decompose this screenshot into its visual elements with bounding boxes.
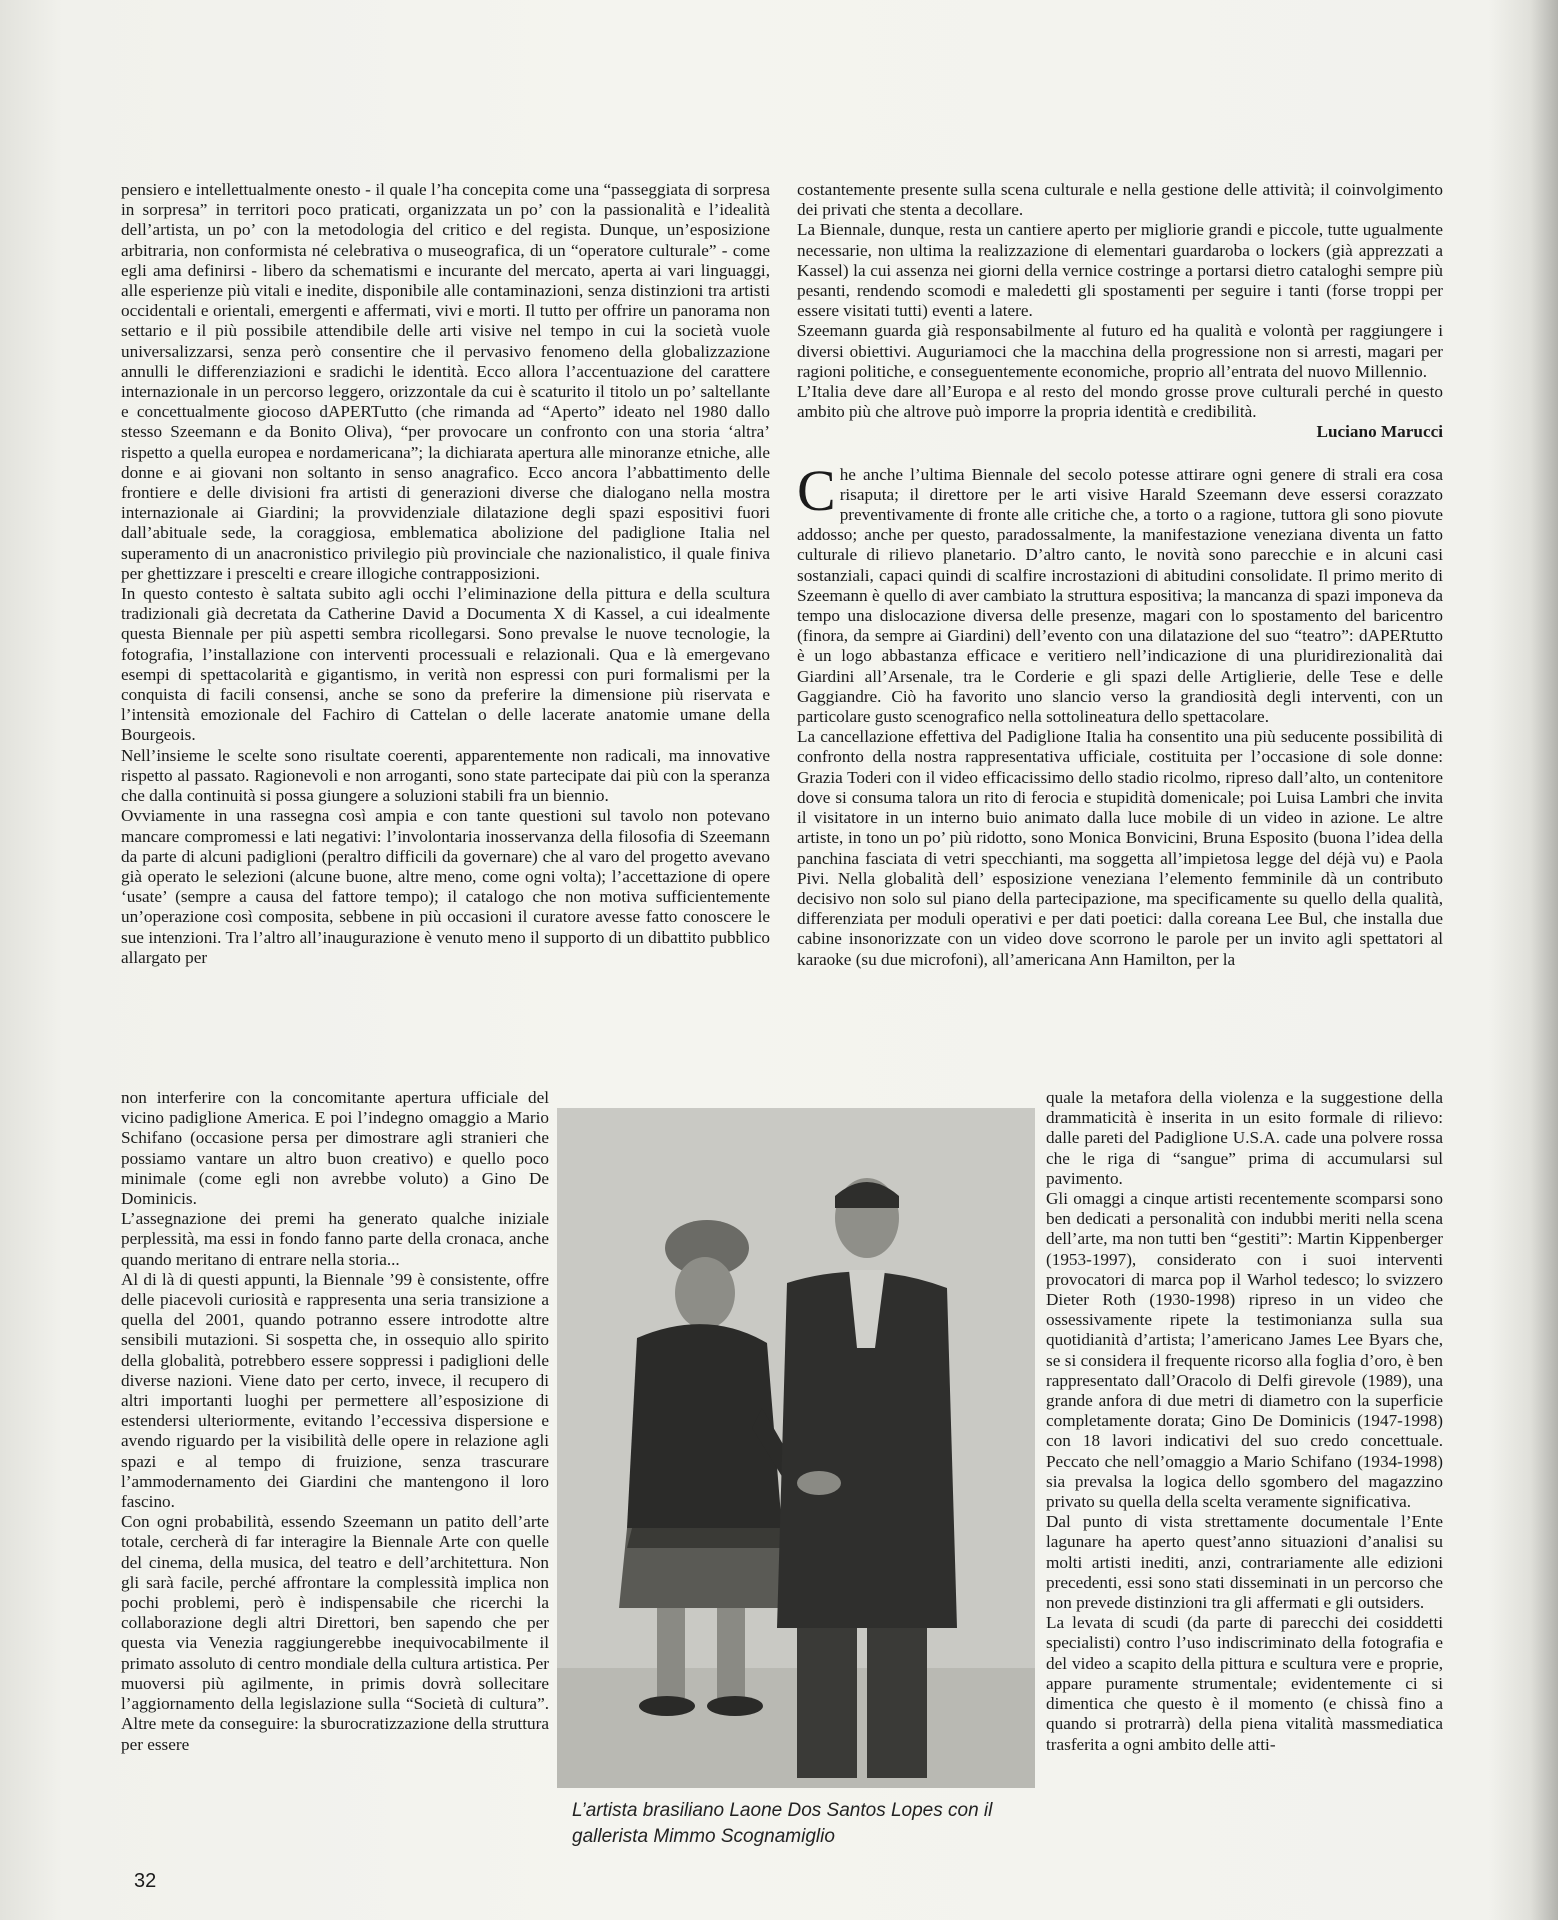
paragraph: Gli omaggi a cinque artisti recentemente scomparsi sono ben dedicati a personalità con indubbi meriti nella scena dell’arte, ma non tutti ben “gestiti”: Martin Kippenberger (1953-1997), considerato con i suoi interventi provocatori di marca pop il Warhol tedesco; lo svizzero Dieter Roth (1930-1998) ripreso in un video che ossessivamente ripete la testimonianza sulla sua quotidianità d’artista; l’americano James Lee Byars che, se si considera il frequente ricorso alla foglia d’oro, è ben rappresentato dall’Oracolo di Delfi girevole (1989), una grande anfora di due metri di diametro con la superficie completamente dorata; Gino De Dominicis (1947-1998) con 18 lavori indicativi del suo credo concettuale. Peccato che nell’omaggio a Mario Schifano (1934-1998) sia prevalsa la logica dello sgombero del magazzino privato su quella della scelta veramente significativa.: [1046, 1189, 1443, 1512]
paragraph: Dal punto di vista strettamente documentale l’Ente lagunare ha aperto quest’anno situazioni d’analisi su molti artisti inediti, anzi, contrariamente alle edizioni precedenti, essi sono stati disseminati in un percorso che non prevede distinzioni tra gli affermati e gli outsiders.: [1046, 1512, 1443, 1613]
paragraph: Ovviamente in una rassegna così ampia e con tante questioni sul tavolo non potevano mancare compromessi e lati negativi: l’involontaria inosservanza della filosofia di Szeemann da parte di alcuni padiglioni (peraltro difficili da governare) che al varo del progetto avevano già operato le selezioni (alcune buone, altre meno, come ogni volta); l’accettazione di opere ‘usate’ (sempre a causa del fattore tempo); il catalogo che non motiva sufficientemente un’operazione così composita, sebbene in più occasioni il curatore avesse fatto conoscere le sue intenzioni. Tra l’altro all’inaugurazione è venuto meno il supporto di un dibattito pubblico allargato per: [121, 806, 770, 967]
page-edge-shadow: [1488, 0, 1558, 1920]
author-signature: Luciano Marucci: [1316, 422, 1443, 442]
paragraph: La levata di scudi (da parte di parecchi dei cosiddetti specialisti) contro l’uso indiscriminato della fotografia e del video a scapito della pittura e scultura vere e proprie, appare puramente strumentale; evidentemente ci si dimentica che questo è il momento (e chissà fino a quando si protrarrà) della piena vitalità massmediatica trasferita a ogni ambito delle atti-: [1046, 1613, 1443, 1754]
paragraph: In questo contesto è saltata subito agli occhi l’eliminazione della pittura e della scultura tradizionali già decretata da Catherine David a Documenta X di Kassel, a cui idealmente questa Biennale per più aspetti sembra ricollegarsi. Sono prevalse le nuove tecnologie, la fotografia, l’installazione con interventi processuali e relazionali. Qua e là emergevano esempi di spettacolarità e gigantismo, in verità non espressi con puri formalismi per la conquista di facili consensi, anche se sono da preferire la dimensione più riservata e l’intensità emozionale del Fachiro di Cattelan o delle lacerate anatomie umane della Bourgeois.: [121, 584, 770, 745]
left-column: [121, 180, 770, 968]
paragraph: L’assegnazione dei premi ha generato qualche iniziale perplessità, ma essi in fondo fanno parte della cronaca, anche quando meritano di entrare nella storia...: [121, 1209, 549, 1269]
paragraph: La Biennale, dunque, resta un cantiere aperto per migliorie grandi e piccole, tutte ugualmente necessarie, non ultima la realizzazione di elementari guardaroba o lockers (già apprezzati a Kassel) la cui assenza nei giorni della vernice costringe a portarsi dietro cataloghi sempre più pesanti, rendendo scomodi e maledetti gli spostamenti per seguire i tanti (forse troppi per essere visitati tutti) eventi a latere.: [797, 220, 1443, 321]
right-column-wrap: [1046, 1088, 1443, 1755]
paragraph: La cancellazione effettiva del Padiglione Italia ha consentito una più seducente possibilità di confronto della nostra rappresentativa ufficiale, costituita per l’occasione di sole donne: Grazia Toderi con il video efficacissimo dello stadio ricolmo, ripreso dall’alto, un contenitore dove si consuma talora un rito di ferocia e stupidità domenicale; poi Luisa Lambri che invita il visitatore in un interno buio animato dalla luce mobile di un video in azione. Le altre artiste, in tono un po’ più ridotto, sono Monica Bonvicini, Bruna Esposito (buona l’idea della panchina fasciata di vetri specchianti, ma soggetta all’impietosa legge del déjà vu) e Paola Pivi. Nella globalità dell’ esposizione veneziana l’elemento femminile dà un contributo decisivo non solo sul piano della partecipazione, ma specificamente su quello della qualità, differenziata per moduli operativi e per dati poetici: dalla coreana Lee Bul, che installa due cabine insonorizzate con un video dove scorrono le parole per un invito agli spettatori al karaoke (su due microfoni), all’americana Ann Hamilton, per la: [797, 727, 1443, 969]
paragraph: Al di là di questi appunti, la Biennale ’99 è consistente, offre delle piacevoli curiosità e rappresenta una seria transizione a quella del 2001, quando potranno essere introdotte altre sensibili mutazioni. Si sospetta che, in ossequio allo spirito della globalità, potrebbero essere soppressi i padiglioni delle diverse nazioni. Viene dato per certo, invece, il recupero di altri importanti luoghi per permettere all’esposizione di estendersi ulteriormente, evitando l’eccessiva dispersione e avendo riguardo per la visibilità delle opere in relazione agli spazi e al tempo di fruizione, senza trascurare l’ammodernamento dei Giardini che mantengono il loro fascino.: [121, 1269, 549, 1512]
left-column-wrap: [121, 1088, 549, 1755]
paragraph: Con ogni probabilità, essendo Szeemann un patito dell’arte totale, cercherà di far interagire la Biennale Arte con quelle del cinema, della musica, del teatro e dell’architettura. Non gli sarà facile, perché affrontare la complessità implica non pochi problemi, però è indispensabile che ricerchi la collaborazione degli altri Direttori, ben sapendo che per questa via Venezia raggiungerebbe inequivocabilmente il primato assoluto di centro mondiale della cultura artistica. Per muoversi più agilmente, in primis dovrà sollecitare l’aggiornamento della legislazione sulla “Società di cultura”. Altre mete da conseguire: la sburocratizzazione della struttura per essere: [121, 1512, 549, 1754]
paragraph: Szeemann guarda già responsabilmente al futuro ed ha qualità e volontà per raggiungere i diversi obiettivi. Auguriamoci che la macchina della progressione non si arresti, magari per ragioni politiche, e conseguentemente economiche, proprio all’entrata del nuovo Millennio.: [797, 321, 1443, 381]
paragraph: pensiero e intellettualmente onesto - il quale l’ha concepita come una “passeggiata di sorpresa in sorpresa” in territori poco praticati, organizzata un po’ con la passionalità e l’idealità dell’artista, un po’ con la metodologia del critico e del regista. Dunque, un’esposizione arbitraria, non conformista né celebrativa o museografica, di un “operatore culturale” - come egli ama definirsi - libero da schematismi e incurante del mercato, aperta ai vari linguaggi, alle esperienze più vitali e inedite, disponibile alle contaminazioni, senza distinzioni tra artisti occidentali e orientali, emergenti e affermati, vivi e morti. Il tutto per offrire un panorama non settario e il più possibile attendibile delle arti visive nel tempo in cui la società vuole universalizzarsi, senza però consentire che il pervasivo fenomeno della globalizzazione annulli le differenziazioni e sradichi le identità. Ecco allora l’accentuazione del carattere internazionale in un percorso leggero, orizzontale da cui è scaturito il titolo un po’ saltellante e concettualmente giocoso dAPERTutto (che rimanda ad “Aperto” ideato nel 1980 dallo stesso Szeemann e da Bonito Oliva), “per provocare un confronto con una storia ‘altra’ rispetto a quella europea e nordamericana”; la dichiarata apertura alle minoranze etniche, alle donne e ai giovani non soltanto in senso anagrafico. Ecco ancora l’abbattimento delle frontiere e delle divisioni fra artisti di generazioni diverse che dialogano nella mostra internazionale ai Giardini; la provvidenziale dilatazione degli spazi espositivi fuori dall’abituale sede, la coraggiosa, emblematica abolizione del padiglione Italia nel superamento di un anacronistico privilegio più provinciale che nazionalistico, il quale finiva per ghettizzare i prescelti e creare illogiche contrapposizioni.: [121, 180, 770, 583]
paragraph: non interferire con la concomitante apertura ufficiale del vicino padiglione America. E poi l’indegno omaggio a Mario Schifano (occasione persa per dimostrare agli stranieri che possiamo vantare un altro buon creativo) e quello poco minimale (come egli non avrebbe voluto) a Gino De Dominicis.: [121, 1088, 549, 1209]
paragraph: Nell’insieme le scelte sono risultate coerenti, apparentemente non radicali, ma innovative rispetto al passato. Ragionevoli e non arroganti, sono state partecipate dai più con la speranza che dalla continuità si possa giungere a soluzioni stabili fra un biennio.: [121, 745, 770, 806]
paragraph-dropcap: [797, 457, 1443, 728]
paragraph: L’Italia deve dare all’Europa e al resto del mondo grosse prove culturali perché in questo ambito più che altrove può imporre la propria identità e credibilità.: [797, 382, 1443, 422]
photo: [557, 1108, 1035, 1788]
right-column: [797, 180, 1443, 970]
paragraph: costantemente presente sulla scena culturale e nella gestione delle attività; il coinvolgimento dei privati che stenta a decollare.: [797, 180, 1443, 220]
photo-illustration: [557, 1108, 1035, 1788]
paragraph-text: he anche l’ultima Biennale del secolo potesse attirare ogni genere di strali era cosa risaputa; il direttore per le arti visive Harald Szeemann deve essersi corazzato preventivamente di fronte alle critiche che, a torto o a ragione, tuttora gli sono piovute addosso; anche per questo, paradossalmente, la manifestazione veneziana diventa un fatto culturale di rilievo planetario. D’altro canto, le novità sono parecchie e in alcuni casi sostanziali, capaci quindi di scalfire incrostazioni di abitudini consolidate. Il primo merito di Szeemann è quello di aver cambiato la struttura espositiva; la mancanza di spazi imponeva da tempo una dislocazione diversa delle presenze, magari con lo spostamento del baricentro (finora, da sempre ai Giardini) dell’evento con una dilatazione del suo “teatro”: dAPERtutto è un logo abbastanza efficace e veritiero nell’indicazione di una pluridirezionalità dai Giardini all’Arsenale, tra le Corderie e gli spazi delle Artiglierie, delle Tese e delle Gaggiandre. Ciò ha favorito uno slancio verso la grandiosità degli interventi, con un particolare gusto scenografico nella sottolineatura dello spettacolare.: [797, 464, 1443, 727]
drop-cap: C: [797, 457, 836, 523]
page-number: 32: [134, 1870, 157, 1892]
photo-caption: L’artista brasiliano Laone Dos Santos Lopes con il gallerista Mimmo Scognamiglio: [572, 1800, 993, 1847]
paragraph: quale la metafora della violenza e la suggestione della drammaticità è inserita in un esito formale di rilievo: dalle pareti del Padiglione U.S.A. cade una polvere rossa che le riga di “sangue” prima di accumularsi sul pavimento.: [1046, 1088, 1443, 1188]
